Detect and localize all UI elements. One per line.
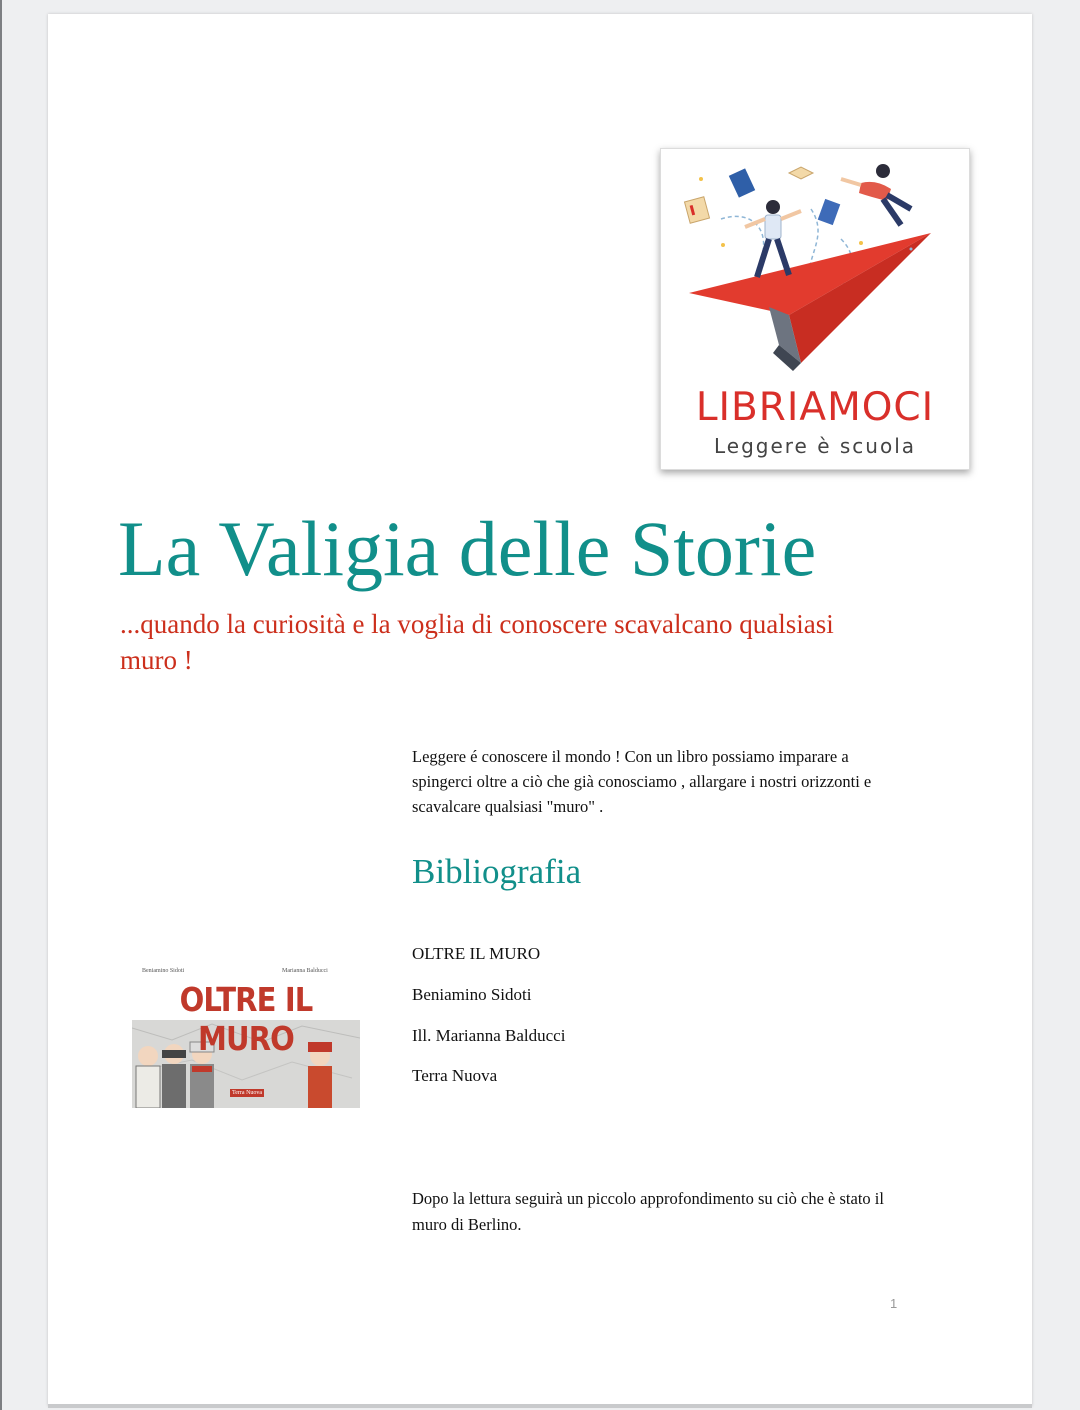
bib-author: Beniamino Sidoti <box>412 985 532 1004</box>
document-page <box>48 14 1032 1406</box>
logo-subtitle: Leggere è scuola <box>713 434 917 458</box>
cover-illustrator: Marianna Balducci <box>282 968 328 974</box>
bib-book-title: OLTRE IL MURO <box>412 944 541 963</box>
document-title: La Valigia delle Storie <box>118 505 817 592</box>
cover-publisher: Terra Nuova <box>232 1090 263 1096</box>
document-subtitle: ...quando la curiosità e la voglia di conoscere scavalcano qualsiasi muro ! <box>120 609 834 675</box>
cover-author: Beniamino Sidoti <box>142 968 185 974</box>
closing-paragraph: Dopo la lettura seguirà un piccolo approfondimento su ciò che è stato il muro di Berlino. <box>412 1189 884 1234</box>
page-bottom-edge <box>48 1404 1032 1408</box>
bibliography-heading: Bibliografia <box>412 852 582 891</box>
libriamoci-logo <box>660 148 970 470</box>
intro-paragraph: Leggere é conoscere il mondo ! Con un libro possiamo imparare a spingerci oltre a ciò che già conosciamo , allargare i nostri orizzonti e scavalcare qualsiasi "muro" . <box>412 747 872 816</box>
page-number: 1 <box>890 1296 898 1311</box>
cover-title: OLTRE IL MURO <box>179 980 313 1058</box>
bib-illustrator: Ill. Marianna Balducci <box>412 1026 566 1045</box>
logo-title: LIBRIAMOCI <box>695 385 935 430</box>
book-cover-image <box>132 950 360 1108</box>
bib-publisher: Terra Nuova <box>412 1066 498 1085</box>
window-edge <box>0 0 2 1410</box>
